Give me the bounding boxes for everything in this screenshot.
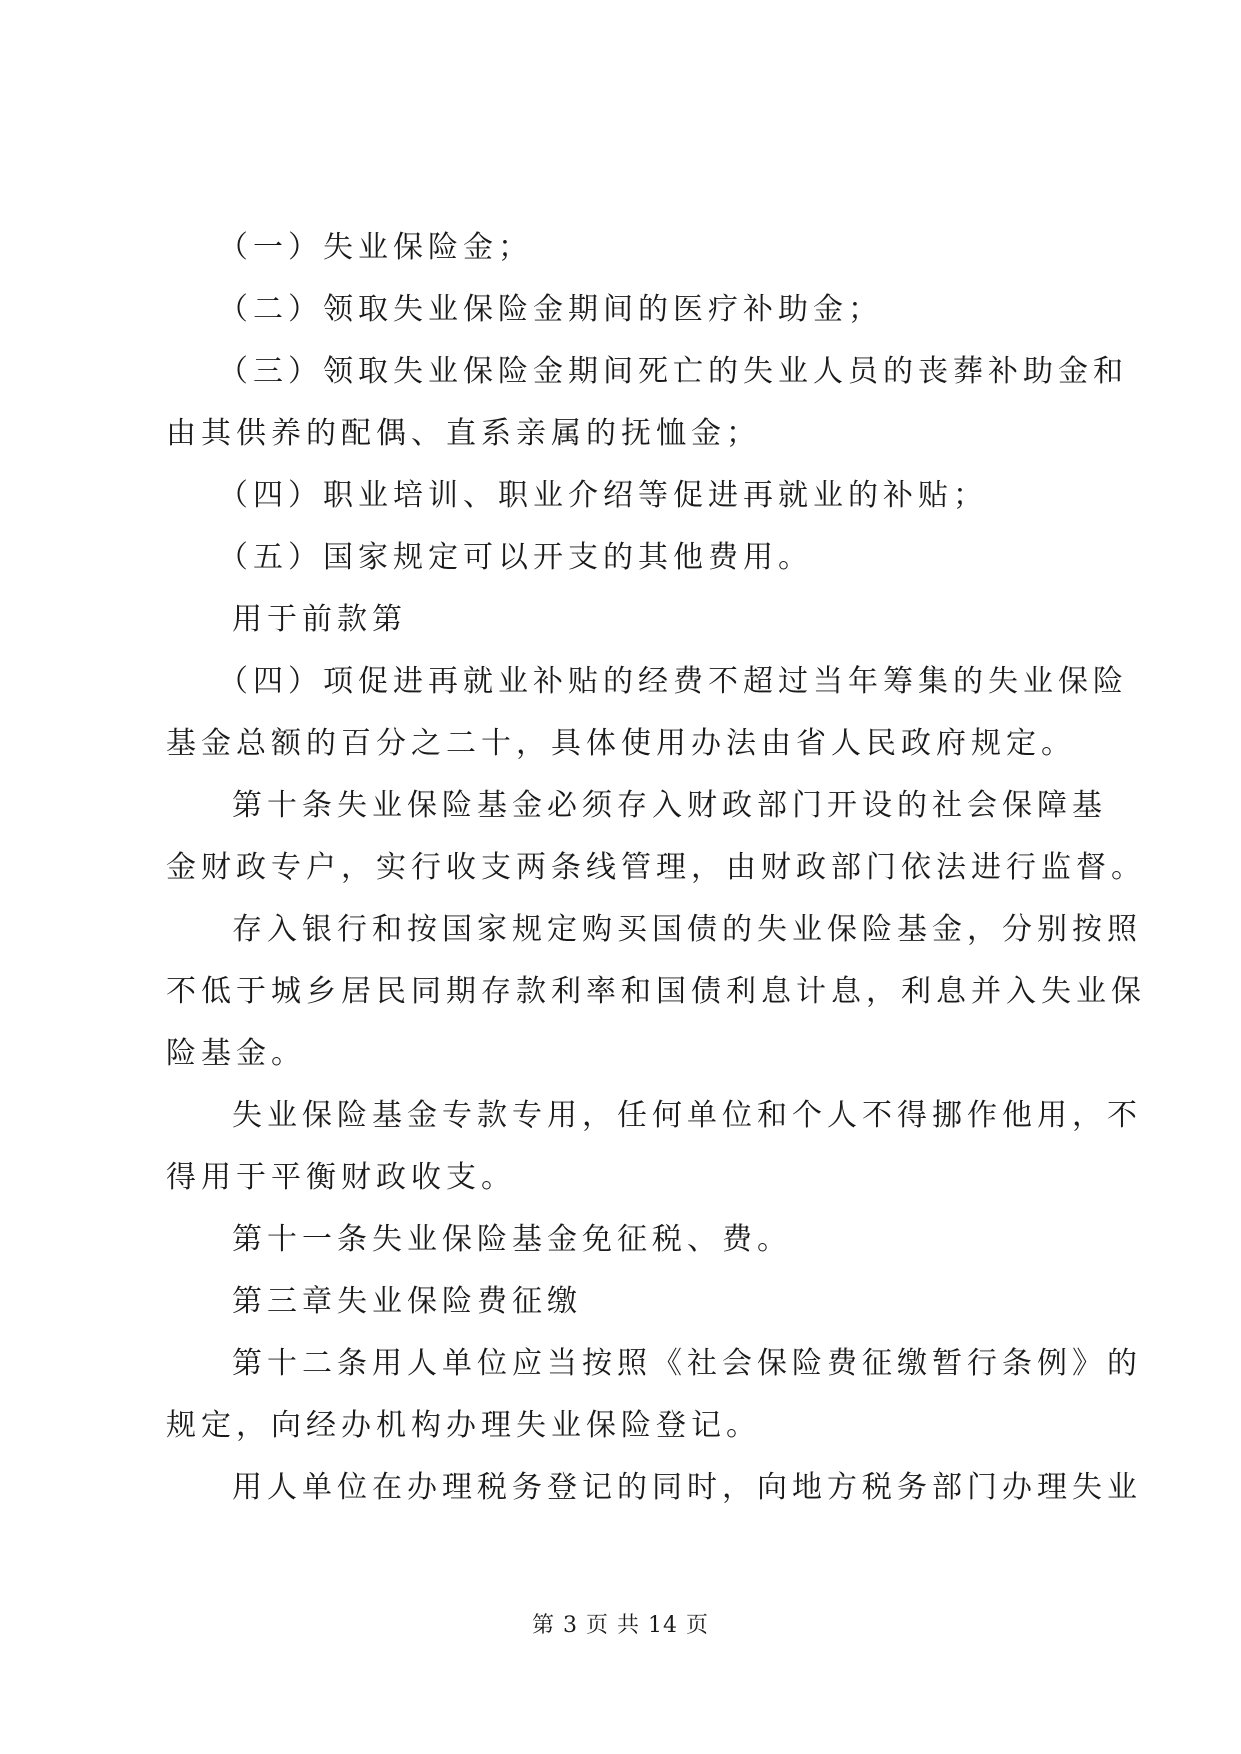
paragraph-line: （四）项促进再就业补贴的经费不超过当年筹集的失业保险: [218, 664, 1128, 699]
list-item-1: （一）失业保险金；: [218, 230, 533, 265]
paragraph-line: 险基金。: [166, 1036, 306, 1071]
list-item-3: （三）领取失业保险金期间死亡的失业人员的丧葬补助金和: [218, 354, 1128, 389]
paragraph-line: 存入银行和按国家规定购买国债的失业保险基金，分别按照: [232, 912, 1142, 947]
list-item-4: （四）职业培训、职业介绍等促进再就业的补贴；: [218, 478, 988, 513]
chapter-heading: 第三章失业保险费征缴: [232, 1284, 582, 1319]
page-number: 第 3 页 共 14 页: [532, 1613, 709, 1638]
paragraph-line: 失业保险基金专款专用，任何单位和个人不得挪作他用，不: [232, 1098, 1142, 1133]
paragraph-line: 得用于平衡财政收支。: [166, 1160, 516, 1195]
list-item-2: （二）领取失业保险金期间的医疗补助金；: [218, 292, 883, 327]
article-12-line: 规定，向经办机构办理失业保险登记。: [166, 1408, 761, 1443]
paragraph-line: 用于前款第: [232, 602, 407, 637]
list-item-3-continued: 由其供养的配偶、直系亲属的抚恤金；: [166, 416, 761, 451]
paragraph-line: 基金总额的百分之二十，具体使用办法由省人民政府规定。: [166, 726, 1076, 761]
article-10-line: 金财政专户，实行收支两条线管理，由财政部门依法进行监督。: [166, 850, 1146, 885]
article-11-line: 第十一条失业保险基金免征税、费。: [232, 1222, 792, 1257]
paragraph-line: 用人单位在办理税务登记的同时，向地方税务部门办理失业: [232, 1470, 1142, 1505]
article-10-line: 第十条失业保险基金必须存入财政部门开设的社会保障基: [232, 788, 1107, 823]
article-12-line: 第十二条用人单位应当按照《社会保险费征缴暂行条例》的: [232, 1346, 1142, 1381]
paragraph-line: 不低于城乡居民同期存款利率和国债利息计息，利息并入失业保: [166, 974, 1146, 1009]
list-item-5: （五）国家规定可以开支的其他费用。: [218, 540, 813, 575]
